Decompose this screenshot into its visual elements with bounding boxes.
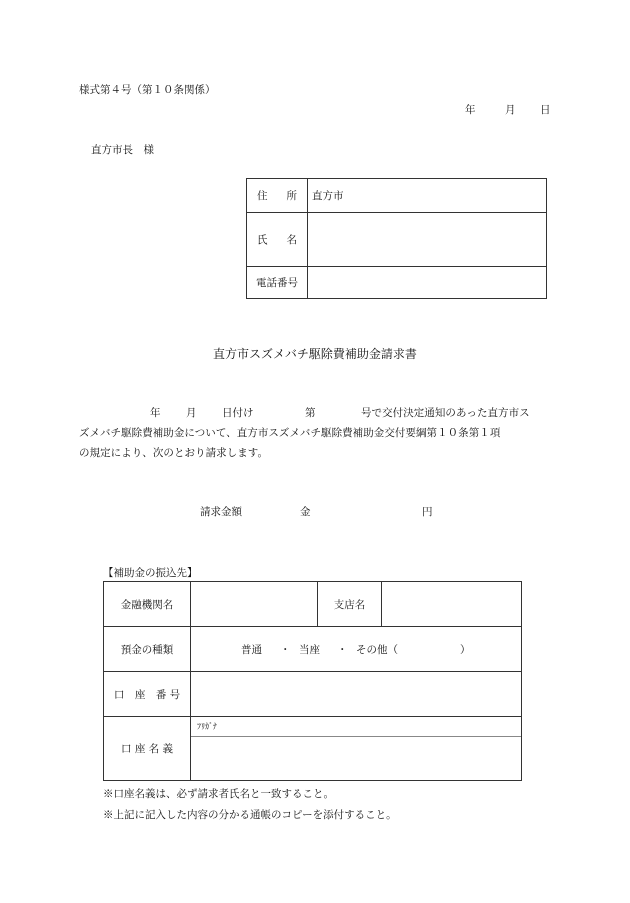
amount-label: 請求金額 bbox=[200, 506, 242, 518]
account-number-value[interactable] bbox=[191, 672, 522, 717]
option-other-close: ） bbox=[460, 644, 471, 656]
address-label-char-2: 所 bbox=[286, 190, 297, 202]
deposit-type-label: 預金の種類 bbox=[104, 627, 191, 672]
body-line-3: の規定により、次のとおり請求します。 bbox=[79, 447, 269, 459]
name-value[interactable] bbox=[308, 213, 547, 267]
bank-table bbox=[103, 581, 522, 781]
date-day-unit: 日 bbox=[540, 104, 551, 116]
body-month-unit: 月 bbox=[186, 407, 197, 419]
name-row bbox=[247, 213, 547, 267]
account-holder-row bbox=[104, 717, 522, 781]
body-line-2: ズメバチ駆除費補助金について、直方市スズメバチ駆除費補助金交付要綱第１０条第１項 bbox=[79, 427, 501, 439]
form-number: 様式第４号（第１０条関係） bbox=[79, 84, 216, 96]
branch-value[interactable] bbox=[382, 582, 522, 627]
phone-row bbox=[247, 267, 547, 299]
account-holder-cell bbox=[191, 717, 522, 781]
option-ordinary[interactable]: 普通 bbox=[241, 644, 262, 656]
amount-suffix: 円 bbox=[422, 506, 433, 518]
bank-section-heading: 【補助金の振込先】 bbox=[103, 567, 198, 579]
address-value[interactable]: 直方市 bbox=[308, 179, 547, 213]
deposit-type-row bbox=[104, 627, 522, 672]
phone-value[interactable] bbox=[308, 267, 547, 299]
furigana-field[interactable]: ﾌﾘｶﾞﾅ bbox=[191, 717, 521, 737]
address-row bbox=[247, 179, 547, 213]
account-number-row bbox=[104, 672, 522, 717]
account-holder-label: 口 座 名 義 bbox=[104, 717, 191, 781]
body-number-prefix: 第 bbox=[305, 407, 316, 419]
option-current[interactable]: 当座 bbox=[299, 644, 320, 656]
address-label-char-1: 住 bbox=[257, 190, 268, 202]
account-number-label: 口 座 番 号 bbox=[104, 672, 191, 717]
document-title: 直方市スズメバチ駆除費補助金請求書 bbox=[213, 347, 417, 361]
date-year-unit: 年 bbox=[465, 104, 476, 116]
amount-prefix: 金 bbox=[300, 506, 311, 518]
applicant-table bbox=[246, 178, 547, 299]
note-2: ※上記に記入した内容の分かる通帳のコピーを添付すること。 bbox=[103, 809, 397, 821]
address-label bbox=[247, 179, 308, 213]
body-dated: 日付け bbox=[222, 407, 254, 419]
phone-label: 電話番号 bbox=[247, 267, 308, 299]
option-other[interactable]: その他（ bbox=[356, 644, 398, 656]
body-line-1-rest: 号で交付決定通知のあった直方市ス bbox=[361, 407, 530, 419]
deposit-type-options bbox=[191, 627, 522, 672]
addressee: 直方市長 様 bbox=[91, 144, 154, 156]
institution-row bbox=[104, 582, 522, 627]
branch-label: 支店名 bbox=[318, 582, 382, 627]
institution-value[interactable] bbox=[191, 582, 318, 627]
institution-label: 金融機関名 bbox=[104, 582, 191, 627]
name-label bbox=[247, 213, 308, 267]
separator-2: ・ bbox=[337, 644, 348, 656]
account-holder-value[interactable] bbox=[191, 737, 521, 780]
note-1: ※口座名義は、必ず請求者氏名と一致すること。 bbox=[103, 788, 334, 800]
separator-1: ・ bbox=[280, 644, 291, 656]
date-month-unit: 月 bbox=[505, 104, 516, 116]
body-year-unit: 年 bbox=[150, 407, 161, 419]
name-label-char-1: 氏 bbox=[257, 234, 268, 246]
name-label-char-2: 名 bbox=[286, 234, 297, 246]
